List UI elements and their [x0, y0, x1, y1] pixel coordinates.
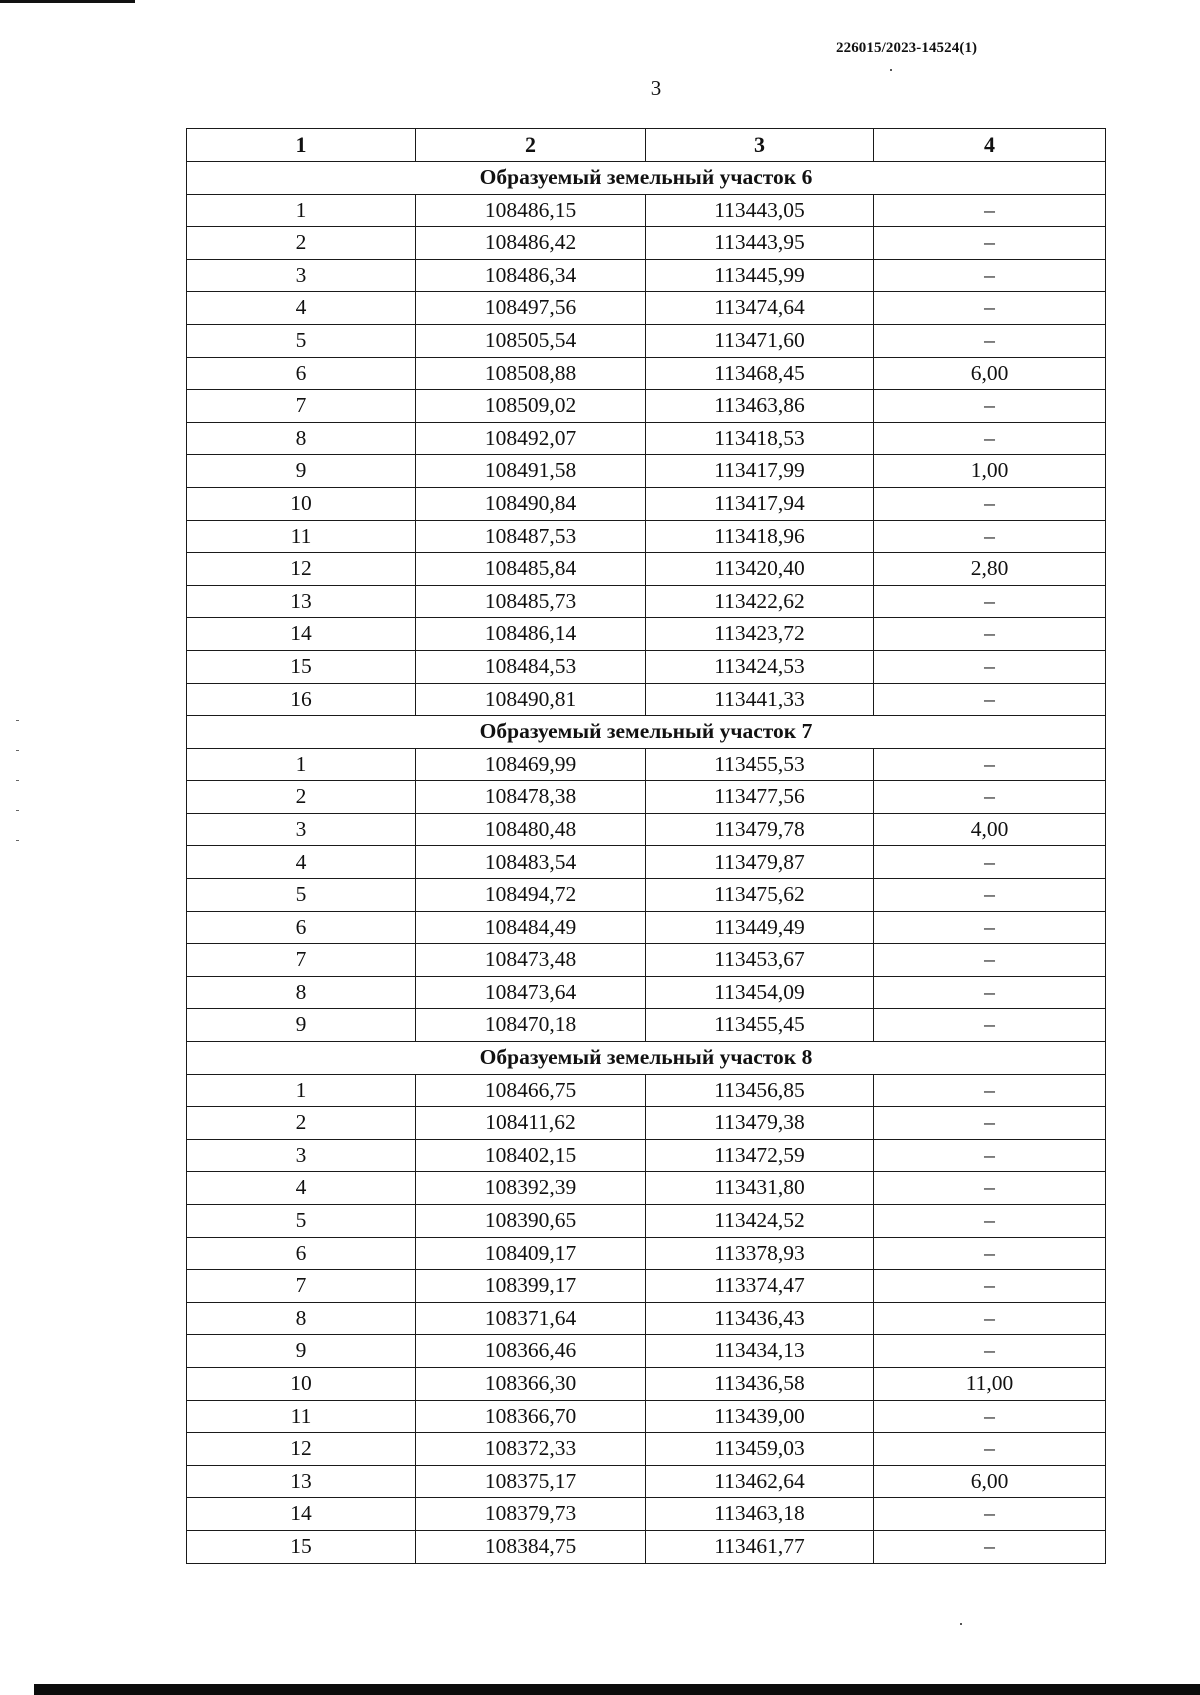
value-cell: –	[874, 879, 1106, 912]
coordinate-x-cell: 108508,88	[416, 357, 646, 390]
table-row	[187, 1009, 1106, 1042]
section-title: Образуемый земельный участок 6	[187, 162, 1106, 195]
coordinate-y-cell: 113436,58	[646, 1367, 874, 1400]
coordinate-y-cell: 113445,99	[646, 259, 874, 292]
coordinate-x-cell: 108379,73	[416, 1498, 646, 1531]
table-row	[187, 1205, 1106, 1238]
scan-speck	[890, 69, 892, 71]
value-cell: –	[874, 944, 1106, 977]
point-number-cell: 5	[187, 324, 416, 357]
coordinate-y-cell: 113424,53	[646, 650, 874, 683]
table-row	[187, 390, 1106, 423]
point-number-cell: 8	[187, 976, 416, 1009]
table-row	[187, 781, 1106, 814]
point-number-cell: 1	[187, 748, 416, 781]
value-cell: –	[874, 1400, 1106, 1433]
value-cell: –	[874, 911, 1106, 944]
point-number-cell: 10	[187, 1367, 416, 1400]
value-cell: –	[874, 1433, 1106, 1466]
coordinate-y-cell: 113422,62	[646, 585, 874, 618]
scan-margin-marks	[16, 720, 20, 870]
table-row	[187, 422, 1106, 455]
table-row	[187, 585, 1106, 618]
value-cell: –	[874, 487, 1106, 520]
coordinate-x-cell: 108484,49	[416, 911, 646, 944]
value-cell: –	[874, 422, 1106, 455]
coordinate-x-cell: 108411,62	[416, 1107, 646, 1140]
coordinate-x-cell: 108473,64	[416, 976, 646, 1009]
coordinate-x-cell: 108470,18	[416, 1009, 646, 1042]
coordinate-y-cell: 113436,43	[646, 1302, 874, 1335]
value-cell: –	[874, 1139, 1106, 1172]
point-number-cell: 2	[187, 781, 416, 814]
coordinate-y-cell: 113418,53	[646, 422, 874, 455]
coordinate-y-cell: 113472,59	[646, 1139, 874, 1172]
coordinate-y-cell: 113479,38	[646, 1107, 874, 1140]
value-cell: –	[874, 748, 1106, 781]
coordinate-y-cell: 113374,47	[646, 1270, 874, 1303]
coordinate-x-cell: 108509,02	[416, 390, 646, 423]
table-row	[187, 1107, 1106, 1140]
value-cell: –	[874, 227, 1106, 260]
value-cell: 1,00	[874, 455, 1106, 488]
coordinate-y-cell: 113424,52	[646, 1205, 874, 1238]
value-cell: 6,00	[874, 1465, 1106, 1498]
table-row	[187, 292, 1106, 325]
table-row	[187, 227, 1106, 260]
value-cell: 4,00	[874, 813, 1106, 846]
value-cell: –	[874, 976, 1106, 1009]
coordinate-y-cell: 113453,67	[646, 944, 874, 977]
table-row	[187, 1433, 1106, 1466]
coordinate-x-cell: 108371,64	[416, 1302, 646, 1335]
point-number-cell: 3	[187, 813, 416, 846]
value-cell: –	[874, 846, 1106, 879]
value-cell: –	[874, 1237, 1106, 1270]
coordinate-x-cell: 108390,65	[416, 1205, 646, 1238]
coordinate-y-cell: 113454,09	[646, 976, 874, 1009]
coordinate-x-cell: 108490,84	[416, 487, 646, 520]
coordinate-x-cell: 108505,54	[416, 324, 646, 357]
coordinate-x-cell: 108366,46	[416, 1335, 646, 1368]
point-number-cell: 14	[187, 618, 416, 651]
table-row	[187, 194, 1106, 227]
coordinate-x-cell: 108483,54	[416, 846, 646, 879]
table-row	[187, 813, 1106, 846]
coordinate-x-cell: 108484,53	[416, 650, 646, 683]
table-row	[187, 879, 1106, 912]
table-row	[187, 944, 1106, 977]
point-number-cell: 7	[187, 390, 416, 423]
coordinate-x-cell: 108486,15	[416, 194, 646, 227]
point-number-cell: 15	[187, 650, 416, 683]
table-row	[187, 259, 1106, 292]
coordinate-y-cell: 113479,78	[646, 813, 874, 846]
point-number-cell: 4	[187, 292, 416, 325]
value-cell: –	[874, 324, 1106, 357]
table-body	[187, 162, 1106, 1564]
coordinate-x-cell: 108485,73	[416, 585, 646, 618]
table-row	[187, 1498, 1106, 1531]
coordinate-x-cell: 108366,70	[416, 1400, 646, 1433]
coordinates-table-container	[186, 128, 1105, 1564]
value-cell: –	[874, 1530, 1106, 1563]
value-cell: –	[874, 1074, 1106, 1107]
coordinate-y-cell: 113449,49	[646, 911, 874, 944]
table-row	[187, 1172, 1106, 1205]
table-row	[187, 487, 1106, 520]
point-number-cell: 13	[187, 585, 416, 618]
coordinate-y-cell: 113463,18	[646, 1498, 874, 1531]
point-number-cell: 4	[187, 846, 416, 879]
value-cell: –	[874, 292, 1106, 325]
point-number-cell: 9	[187, 1009, 416, 1042]
table-row	[187, 976, 1106, 1009]
coordinate-x-cell: 108392,39	[416, 1172, 646, 1205]
point-number-cell: 7	[187, 944, 416, 977]
coordinate-x-cell: 108469,99	[416, 748, 646, 781]
coordinate-y-cell: 113443,95	[646, 227, 874, 260]
point-number-cell: 3	[187, 259, 416, 292]
table-row	[187, 520, 1106, 553]
value-cell: –	[874, 194, 1106, 227]
column-header-3: 3	[646, 129, 874, 162]
table-row	[187, 1367, 1106, 1400]
point-number-cell: 9	[187, 1335, 416, 1368]
coordinate-x-cell: 108384,75	[416, 1530, 646, 1563]
coordinate-y-cell: 113455,45	[646, 1009, 874, 1042]
table-row	[187, 748, 1106, 781]
table-row	[187, 324, 1106, 357]
table-row	[187, 1530, 1106, 1563]
table-row	[187, 1139, 1106, 1172]
coordinate-y-cell: 113479,87	[646, 846, 874, 879]
coordinate-x-cell: 108375,17	[416, 1465, 646, 1498]
table-row	[187, 553, 1106, 586]
coordinate-x-cell: 108473,48	[416, 944, 646, 977]
table-row	[187, 1074, 1106, 1107]
coordinate-y-cell: 113455,53	[646, 748, 874, 781]
value-cell: –	[874, 781, 1106, 814]
table-row	[187, 357, 1106, 390]
table-header-row	[187, 129, 1106, 162]
coordinate-y-cell: 113418,96	[646, 520, 874, 553]
point-number-cell: 11	[187, 1400, 416, 1433]
value-cell: 11,00	[874, 1367, 1106, 1400]
coordinate-y-cell: 113443,05	[646, 194, 874, 227]
coordinate-x-cell: 108490,81	[416, 683, 646, 716]
point-number-cell: 16	[187, 683, 416, 716]
coordinate-y-cell: 113474,64	[646, 292, 874, 325]
table-row	[187, 650, 1106, 683]
value-cell: –	[874, 1009, 1106, 1042]
document-number: 226015/2023-14524(1)	[836, 40, 978, 56]
coordinate-y-cell: 113431,80	[646, 1172, 874, 1205]
coordinate-y-cell: 113417,94	[646, 487, 874, 520]
point-number-cell: 2	[187, 227, 416, 260]
coordinate-x-cell: 108492,07	[416, 422, 646, 455]
table-row	[187, 846, 1106, 879]
value-cell: 6,00	[874, 357, 1106, 390]
table-row	[187, 1465, 1106, 1498]
coordinate-y-cell: 113463,86	[646, 390, 874, 423]
point-number-cell: 4	[187, 1172, 416, 1205]
point-number-cell: 12	[187, 1433, 416, 1466]
coordinate-x-cell: 108372,33	[416, 1433, 646, 1466]
point-number-cell: 6	[187, 911, 416, 944]
coordinates-table	[186, 128, 1106, 1564]
section-title: Образуемый земельный участок 7	[187, 716, 1106, 749]
value-cell: –	[874, 1302, 1106, 1335]
coordinate-y-cell: 113423,72	[646, 618, 874, 651]
value-cell: –	[874, 1498, 1106, 1531]
coordinate-y-cell: 113441,33	[646, 683, 874, 716]
coordinate-x-cell: 108366,30	[416, 1367, 646, 1400]
column-header-4: 4	[874, 129, 1106, 162]
coordinate-y-cell: 113477,56	[646, 781, 874, 814]
value-cell: –	[874, 259, 1106, 292]
page-number: 3	[650, 76, 662, 100]
table-row	[187, 1270, 1106, 1303]
column-header-1: 1	[187, 129, 416, 162]
coordinate-x-cell: 108486,42	[416, 227, 646, 260]
coordinate-x-cell: 108494,72	[416, 879, 646, 912]
table-row	[187, 1237, 1106, 1270]
point-number-cell: 10	[187, 487, 416, 520]
section-title: Образуемый земельный участок 8	[187, 1042, 1106, 1075]
coordinate-x-cell: 108480,48	[416, 813, 646, 846]
coordinate-x-cell: 108486,14	[416, 618, 646, 651]
coordinate-y-cell: 113475,62	[646, 879, 874, 912]
value-cell: –	[874, 1270, 1106, 1303]
value-cell: 2,80	[874, 553, 1106, 586]
scan-edge-mark	[0, 0, 135, 3]
coordinate-x-cell: 108402,15	[416, 1139, 646, 1172]
point-number-cell: 6	[187, 1237, 416, 1270]
value-cell: –	[874, 520, 1106, 553]
value-cell: –	[874, 1107, 1106, 1140]
point-number-cell: 12	[187, 553, 416, 586]
section-header-row	[187, 162, 1106, 195]
coordinate-y-cell: 113456,85	[646, 1074, 874, 1107]
column-header-2: 2	[416, 129, 646, 162]
value-cell: –	[874, 585, 1106, 618]
table-row	[187, 1400, 1106, 1433]
point-number-cell: 2	[187, 1107, 416, 1140]
point-number-cell: 13	[187, 1465, 416, 1498]
scan-bottom-edge	[34, 1684, 1200, 1695]
point-number-cell: 8	[187, 422, 416, 455]
coordinate-y-cell: 113471,60	[646, 324, 874, 357]
point-number-cell: 7	[187, 1270, 416, 1303]
point-number-cell: 14	[187, 1498, 416, 1531]
point-number-cell: 6	[187, 357, 416, 390]
coordinate-y-cell: 113378,93	[646, 1237, 874, 1270]
point-number-cell: 1	[187, 194, 416, 227]
table-row	[187, 455, 1106, 488]
coordinate-y-cell: 113468,45	[646, 357, 874, 390]
coordinate-x-cell: 108485,84	[416, 553, 646, 586]
point-number-cell: 1	[187, 1074, 416, 1107]
coordinate-x-cell: 108491,58	[416, 455, 646, 488]
coordinate-x-cell: 108399,17	[416, 1270, 646, 1303]
coordinate-y-cell: 113462,64	[646, 1465, 874, 1498]
point-number-cell: 11	[187, 520, 416, 553]
point-number-cell: 3	[187, 1139, 416, 1172]
coordinate-x-cell: 108478,38	[416, 781, 646, 814]
table-row	[187, 1335, 1106, 1368]
table-row	[187, 618, 1106, 651]
coordinate-y-cell: 113439,00	[646, 1400, 874, 1433]
point-number-cell: 5	[187, 879, 416, 912]
section-header-row	[187, 716, 1106, 749]
coordinate-x-cell: 108409,17	[416, 1237, 646, 1270]
scan-speck	[960, 1623, 962, 1625]
value-cell: –	[874, 683, 1106, 716]
value-cell: –	[874, 1335, 1106, 1368]
value-cell: –	[874, 1172, 1106, 1205]
coordinate-x-cell: 108497,56	[416, 292, 646, 325]
coordinate-x-cell: 108466,75	[416, 1074, 646, 1107]
table-row	[187, 911, 1106, 944]
point-number-cell: 15	[187, 1530, 416, 1563]
value-cell: –	[874, 618, 1106, 651]
value-cell: –	[874, 1205, 1106, 1238]
value-cell: –	[874, 390, 1106, 423]
table-row	[187, 1302, 1106, 1335]
coordinate-y-cell: 113434,13	[646, 1335, 874, 1368]
coordinate-x-cell: 108487,53	[416, 520, 646, 553]
coordinate-y-cell: 113459,03	[646, 1433, 874, 1466]
table-row	[187, 683, 1106, 716]
value-cell: –	[874, 650, 1106, 683]
coordinate-y-cell: 113417,99	[646, 455, 874, 488]
coordinate-y-cell: 113461,77	[646, 1530, 874, 1563]
coordinate-y-cell: 113420,40	[646, 553, 874, 586]
section-header-row	[187, 1042, 1106, 1075]
point-number-cell: 5	[187, 1205, 416, 1238]
point-number-cell: 8	[187, 1302, 416, 1335]
point-number-cell: 9	[187, 455, 416, 488]
coordinate-x-cell: 108486,34	[416, 259, 646, 292]
